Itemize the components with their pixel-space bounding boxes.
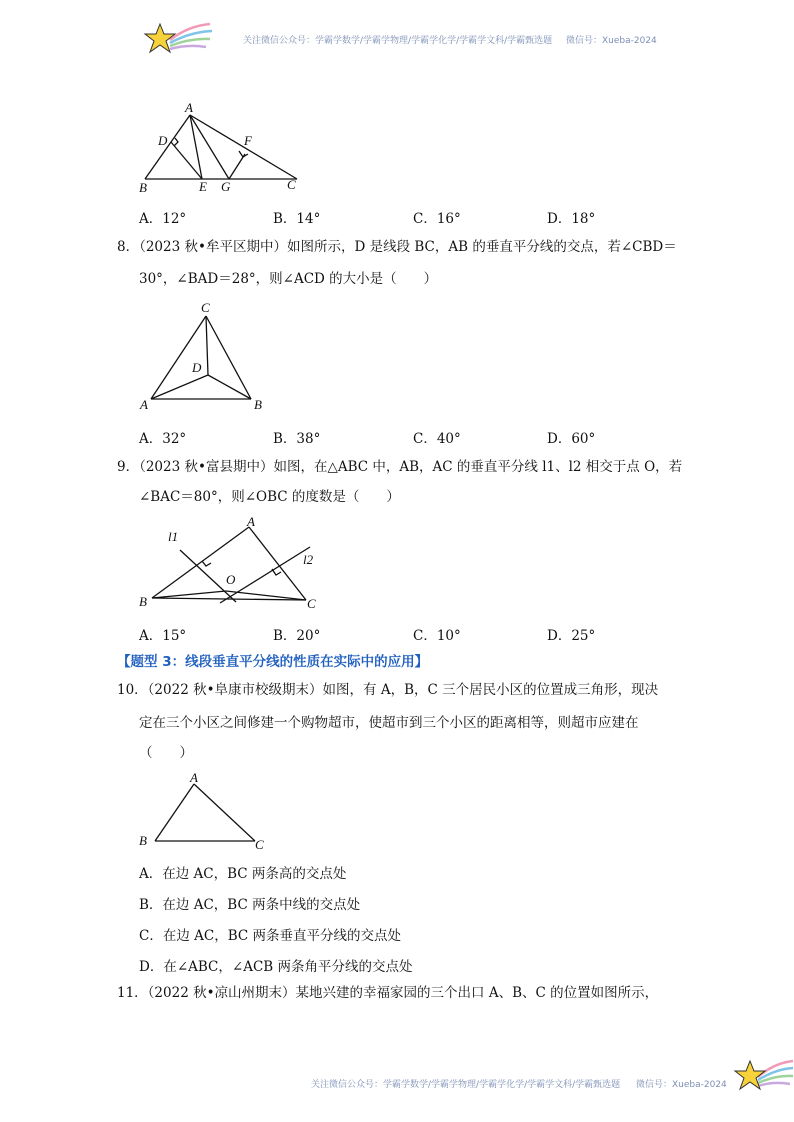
fig10-label-a: A — [190, 770, 198, 785]
footer-text: 关注微信公众号：学霸学数学/学霸学物理/学霸学化学/学霸学文科/学霸甄选题 — [311, 1080, 621, 1090]
q8-option-d[interactable]: D．60° — [547, 431, 596, 447]
fig9-label-b: B — [139, 594, 147, 609]
header-text: 关注微信公众号：学霸学数学/学霸学物理/学霸学化学/学霸学文科/学霸甄选题 — [243, 36, 553, 46]
fig8-label-c: C — [201, 300, 210, 315]
fig7-label-f: F — [244, 133, 252, 148]
figure-q7 — [135, 100, 310, 195]
star-logo-footer-icon — [730, 1055, 794, 1095]
fig7-label-e: E — [199, 179, 207, 194]
q9-option-d[interactable]: D．25° — [547, 628, 596, 644]
header-wechat: 微信号：Xueba-2024 — [566, 36, 657, 46]
fig8-label-d: D — [192, 360, 202, 375]
q8-text-line1: 8．（2023 秋•牟平区期中）如图所示，D 是线段 BC，AB 的垂直平分线的交点，若∠CBD＝ — [117, 239, 677, 255]
q10-text-line2: 定在三个小区之间修建一个购物超市，使超市到三个小区的距离相等，则超市应建在 — [139, 715, 639, 731]
q8-option-a[interactable]: A．32° — [139, 431, 187, 447]
q8-option-c[interactable]: C．40° — [413, 431, 461, 447]
fig7-label-c: C — [287, 177, 296, 192]
fig8-label-a: A — [140, 397, 148, 412]
figure-q9 — [135, 512, 330, 617]
figure-q8 — [135, 296, 270, 416]
q10-option-c[interactable]: C．在边 AC，BC 两条垂直平分线的交点处 — [139, 928, 401, 944]
fig7-label-a: A — [185, 100, 193, 115]
fig9-label-c: C — [307, 596, 316, 611]
fig7-label-g: G — [221, 179, 231, 194]
figure-q10 — [135, 768, 275, 853]
q10-option-b[interactable]: B．在边 AC，BC 两条中线的交点处 — [139, 897, 361, 913]
q9-option-c[interactable]: C．10° — [413, 628, 461, 644]
star-logo-icon — [140, 18, 215, 58]
q10-option-d[interactable]: D．在∠ABC，∠ACB 两条角平分线的交点处 — [139, 959, 413, 975]
q11-text-line1: 11．（2022 秋•凉山州期末）某地兴建的幸福家园的三个出口 A、B、C 的位置如图所示， — [117, 985, 659, 1001]
fig7-label-d: D — [158, 133, 168, 148]
fig10-label-c: C — [255, 837, 264, 852]
fig9-label-l2: l2 — [303, 552, 314, 567]
footer-wechat: 微信号：Xueba-2024 — [636, 1080, 727, 1090]
section-title: 【题型 3：线段垂直平分线的性质在实际中的应用】 — [117, 654, 429, 670]
q7-option-c[interactable]: C．16° — [413, 211, 461, 227]
q7-option-d[interactable]: D．18° — [547, 211, 596, 227]
q9-text-line1: 9．（2023 秋•富县期中）如图，在△ABC 中，AB，AC 的垂直平分线 l1、l2 相交于点 O，若 — [117, 459, 683, 475]
q9-option-a[interactable]: A．15° — [139, 628, 187, 644]
fig9-label-a: A — [247, 514, 255, 529]
q8-option-b[interactable]: B．38° — [273, 431, 321, 447]
fig7-label-b: B — [139, 180, 147, 195]
fig9-label-o: O — [226, 572, 236, 587]
fig10-label-b: B — [139, 833, 147, 848]
q9-option-b[interactable]: B．20° — [273, 628, 321, 644]
q10-text-line3: （ ） — [139, 745, 193, 761]
fig8-label-b: B — [254, 397, 262, 412]
q10-option-a[interactable]: A．在边 AC，BC 两条高的交点处 — [139, 866, 347, 882]
q8-text-line2: 30°，∠BAD＝28°，则∠ACD 的大小是（ ） — [139, 271, 438, 287]
q7-option-a[interactable]: A．12° — [139, 211, 187, 227]
q9-text-line2: ∠BAC＝80°，则∠OBC 的度数是（ ） — [139, 489, 400, 505]
q7-option-b[interactable]: B．14° — [273, 211, 321, 227]
q10-text-line1: 10．（2022 秋•阜康市校级期末）如图，有 A，B，C 三个居民小区的位置成三角形，现决 — [117, 682, 659, 698]
fig9-label-l1: l1 — [168, 529, 179, 544]
